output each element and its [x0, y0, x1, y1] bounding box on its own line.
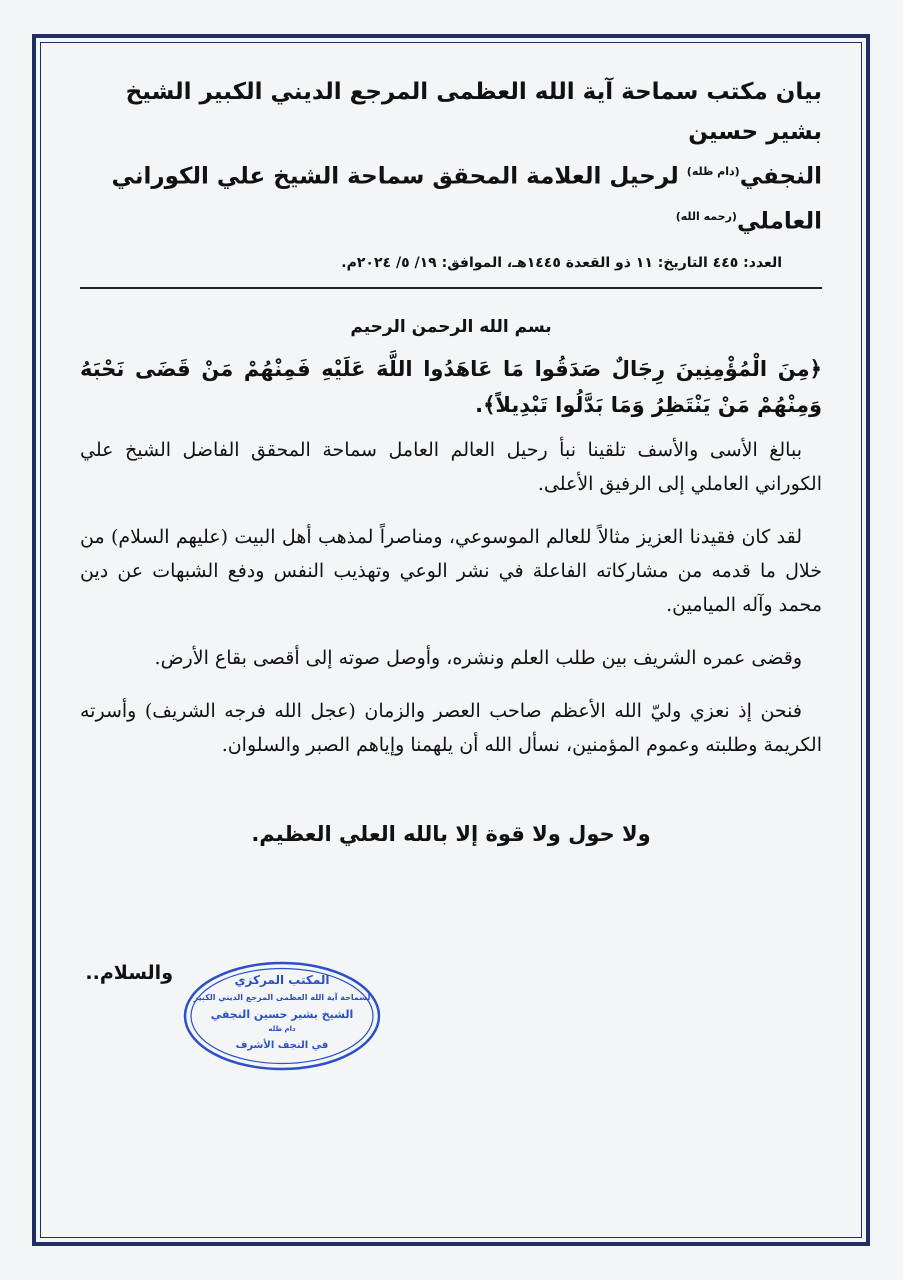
basmala: بسم الله الرحمن الرحيم — [350, 316, 552, 337]
paragraph-condolence: ببالغ الأسى والأسف تلقينا نبأ رحيل العالم العامل سماحة المحقق الفاضل الشيخ علي الكوراني العاملي إلى الرفيق الأعلى. — [80, 438, 822, 495]
paragraph-tribute: لقد كان فقيدنا العزيز مثالاً للعالم الموسوعي، ومناصراً لمذهب أهل البيت (عليهم السلام) من خلال ما قدمه من مشاركاته الفاعلة في نشر الوعي وتهذيب النفس ودفع الشبهات عن دين محمد وآله الميامين. — [80, 525, 822, 616]
paragraph-life: وقضى عمره الشريف بين طلب العلم ونشره، وأوصل صوته إلى أقصى بقاع الأرض. — [154, 646, 802, 669]
seal-line-1: المكتب المركزي — [234, 973, 330, 987]
header-title-line1: بيان مكتب سماحة آية الله العظمى المرجع الديني الكبير الشيخ بشير حسين — [125, 79, 822, 145]
closing-phrase: ولا حول ولا قوة إلا بالله العلي العظيم. — [251, 821, 651, 846]
seal-line-4: دام ظله — [268, 1025, 296, 1033]
header-title-line2 — [80, 152, 822, 241]
honorific-daam-zillah: (دام ظله) — [686, 165, 740, 178]
reference-date-line: العدد: ٤٤٥ التاريخ: ١١ ذو القعدة ١٤٤٥هـ، الموافق: ١٩/ ٥/ ٢٠٢٤م. — [341, 255, 782, 272]
quran-verse: ﴿مِنَ الْمُؤْمِنِينَ رِجَالٌ صَدَقُوا مَا عَاهَدُوا اللَّهَ عَلَيْهِ فَمِنْهُمْ مَنْ قَضَى نَحْبَهُ وَمِنْهُمْ مَنْ يَنْتَظِرُ وَمَا بَدَّلُوا تَبْدِيلاً﴾. — [80, 356, 822, 417]
header-name: النجفي — [739, 163, 822, 190]
paragraph-prayer: فنحن إذ نعزي وليّ الله الأعظم صاحب العصر والزمان (عجل الله فرجه الشريف) وأسرته الكريمة وطلبته وعموم المؤمنين، نسأل الله أن يلهمنا وإياهم الصبر والسلوان. — [80, 699, 822, 756]
header-divider — [80, 287, 822, 289]
farewell-text: والسلام.. — [85, 962, 173, 984]
office-seal-stamp — [182, 960, 382, 1072]
seal-line-3: الشيخ بشير حسين النجفي — [210, 1008, 354, 1021]
honorific-rahimahullah: (رحمه الله) — [675, 209, 737, 223]
header-subject: لرحيل العلامة المحقق سماحة الشيخ علي الكوراني العاملي — [111, 163, 822, 235]
seal-line-2: لسماحة آية الله العظمى المرجع الديني الكبير — [193, 993, 371, 1002]
statement-document — [80, 70, 822, 846]
seal-line-5: في النجف الأشرف — [235, 1040, 329, 1051]
